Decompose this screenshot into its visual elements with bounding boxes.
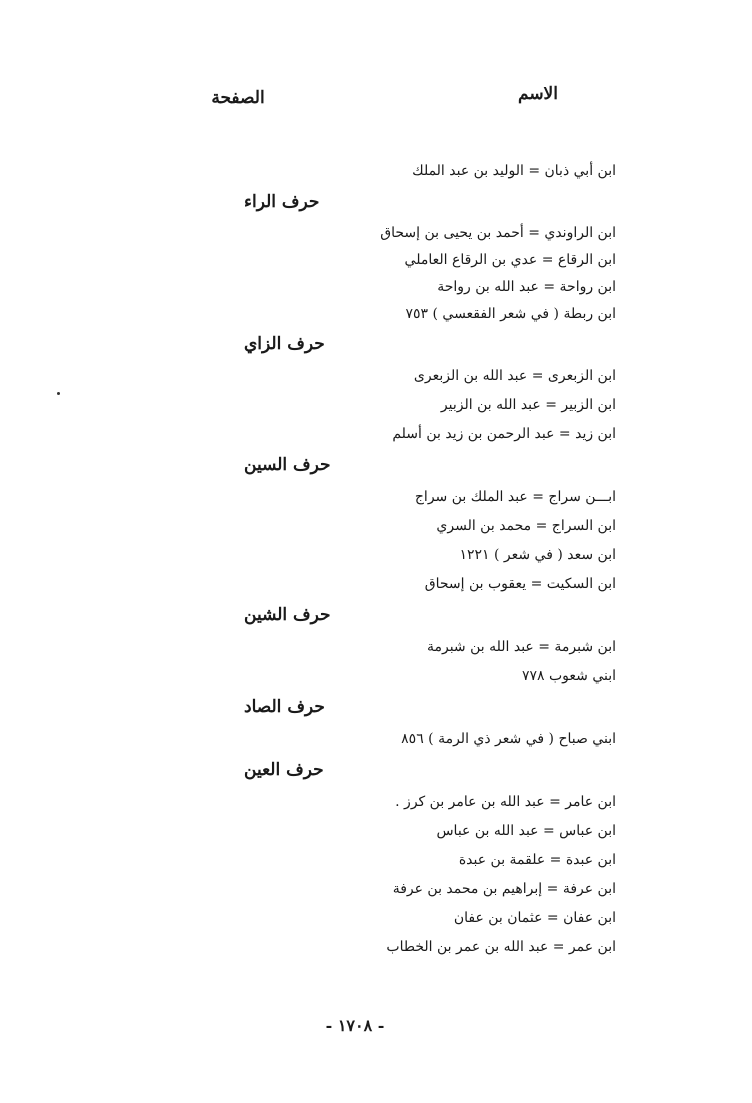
page-number: - ١٧٠٨ - — [325, 1016, 385, 1035]
index-entry: ابن عمر = عبد الله بن عمر بن الخطاب — [386, 939, 616, 955]
index-entry: ابن عامر = عبد الله بن عامر بن كرز . — [395, 794, 616, 810]
index-entry: ابني شعوب ٧٧٨ — [521, 668, 616, 684]
index-content — [216, 157, 616, 962]
column-header-page: الصفحة — [211, 88, 265, 108]
index-entry: ابن رواحة = عبد الله بن رواحة — [437, 279, 616, 295]
index-entry: ابن السكيت = يعقوب بن إسحاق — [424, 576, 616, 592]
index-entry: ابن عرفة = إبراهيم بن محمد بن عرفة — [392, 881, 616, 897]
index-entry: ابن زيد = عبد الرحمن بن زيد بن أسلم — [392, 426, 616, 442]
section-heading-shin: حرف الشين — [244, 605, 331, 625]
index-entry: ابن الراوندي = أحمد بن يحيى بن إسحاق — [380, 225, 616, 241]
stray-dot-mark — [57, 392, 60, 395]
index-entry: ابن عبدة = علقمة بن عبدة — [458, 852, 616, 868]
index-entry: ابن أبي ذبان = الوليد بن عبد الملك — [412, 163, 616, 179]
section-heading-ayn: حرف العين — [244, 760, 324, 780]
section-heading-sin: حرف السين — [244, 455, 331, 475]
index-entry: ابني صباح ( في شعر ذي الرمة ) ٨٥٦ — [401, 731, 616, 747]
index-entry: ابن شبرمة = عبد الله بن شبرمة — [426, 639, 616, 655]
column-header-name: الاسم — [518, 84, 558, 104]
section-heading-sad: حرف الصاد — [244, 697, 325, 717]
index-entry: ابن عباس = عبد الله بن عباس — [436, 823, 616, 839]
index-entry: ابن السراج = محمد بن السري — [436, 518, 616, 534]
index-entry: ابن ربطة ( في شعر الفقعسي ) ٧٥٣ — [405, 306, 616, 322]
index-entry: ابن عفان = عثمان بن عفان — [453, 910, 616, 926]
index-entry: ابن سعد ( في شعر ) ١٢٢١ — [459, 547, 616, 563]
section-heading-ra: حرف الراء — [244, 192, 320, 212]
index-entry: ابن الرقاع = عدي بن الرقاع العاملي — [404, 252, 616, 268]
index-entry: ابن الزبير = عبد الله بن الزبير — [440, 397, 616, 413]
index-entry: ابـــن سراج = عبد الملك بن سراج — [414, 489, 616, 505]
section-heading-zay: حرف الزاي — [244, 334, 325, 354]
index-entry: ابن الزبعرى = عبد الله بن الزبعرى — [413, 368, 616, 384]
